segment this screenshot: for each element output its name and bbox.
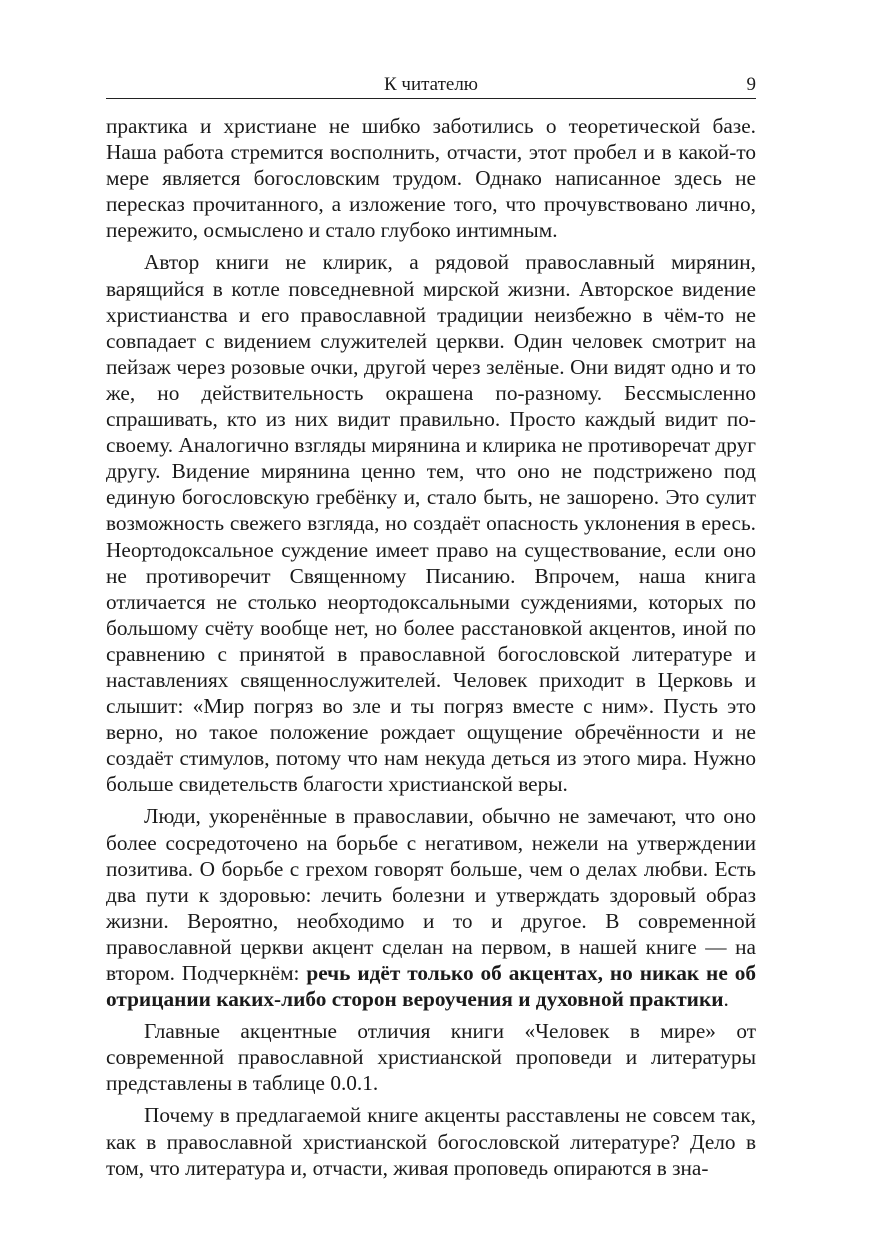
- paragraph-author: Автор книги не клирик, а рядовой православный мирянин, варящийся в котле повседневной мирской жизни. Авторское видение христианства и его православной традиции неизбежно в чём-то не совпадает с видением служителей церкви. Один человек смотрит на пейзаж через розовые очки, другой через зелёные. Они видят одно и то же, но действительность окрашена по-разному. Бессмысленно спрашивать, кто из них видит правильно. Просто каждый видит по-своему. Аналогично взгляды мирянина и клирика не противоречат друг другу. Видение мирянина ценно тем, что оно не подстрижено под единую богословскую гребёнку и, стало быть, не зашорено. Это сулит возможность свежего взгляда, но создаёт опасность уклонения в ересь. Неортодоксальное суждение имеет право на существование, если оно не противоречит Священному Писанию. Впрочем, наша книга отличается не столько неортодоксальными суждениями, которых по большому счёту вообще нет, но более расстановкой акцентов, иной по сравнению с принятой в православной богословской литературе и наставлениях священнослужителей. Человек приходит в Церковь и слышит: «Мир погряз во зле и ты погряз вместе с ним». Пусть это верно, но такое положение рождает ощущение обречённости и не создаёт стимулов, потому что нам некуда деться из этого мира. Нужно больше свидетельств благости христианской веры.: [106, 250, 756, 797]
- running-title: К читателю: [383, 74, 479, 95]
- body-text: [106, 113, 756, 1181]
- paragraph-emphasis-end: .: [723, 987, 729, 1012]
- paragraph-emphasis-bold: речь идёт только об акцентах, но никак не об отрицании каких-либо сторон вероучения и духовной практики: [106, 961, 756, 1012]
- page-number: 9: [746, 74, 756, 95]
- paragraph-table-reference: Главные акцентные отличия книги «Человек в мире» от современной православной христианской проповеди и литературы представлены в таблице 0.0.1.: [106, 1019, 756, 1096]
- paragraph-emphasis-lead: Люди, укоренённые в православии, обычно не замечают, что оно более сосредоточено на борьбе с негативом, нежели на утверждении позитива. О борьбе с грехом говорят больше, чем о делах любви. Есть два пути к здоровью: лечить болезни и утверждать здоровый образ жизни. Вероятно, необходимо и то и другое. В современной православной церкви акцент сделан на первом, в нашей книге — на втором. Подчеркнём:: [106, 804, 756, 985]
- paragraph-question: Почему в предлагаемой книге акценты расставлены не совсем так, как в православной христианской богословской литературе? Дело в том, что литература и, отчасти, живая проповедь опираются в зна-: [106, 1103, 756, 1180]
- paragraph-continuation: практика и христиане не шибко заботились о теоретической базе. Наша работа стремится восполнить, отчасти, этот пробел и в какой-то мере является богословским трудом. Однако написанное здесь не пересказ прочитанного, а изложение того, что прочувствовано лично, пережито, осмыслено и стало глубоко интимным.: [106, 114, 756, 243]
- running-header: [106, 74, 756, 99]
- paragraph-emphasis: [106, 803, 756, 1012]
- book-page: [106, 74, 756, 1187]
